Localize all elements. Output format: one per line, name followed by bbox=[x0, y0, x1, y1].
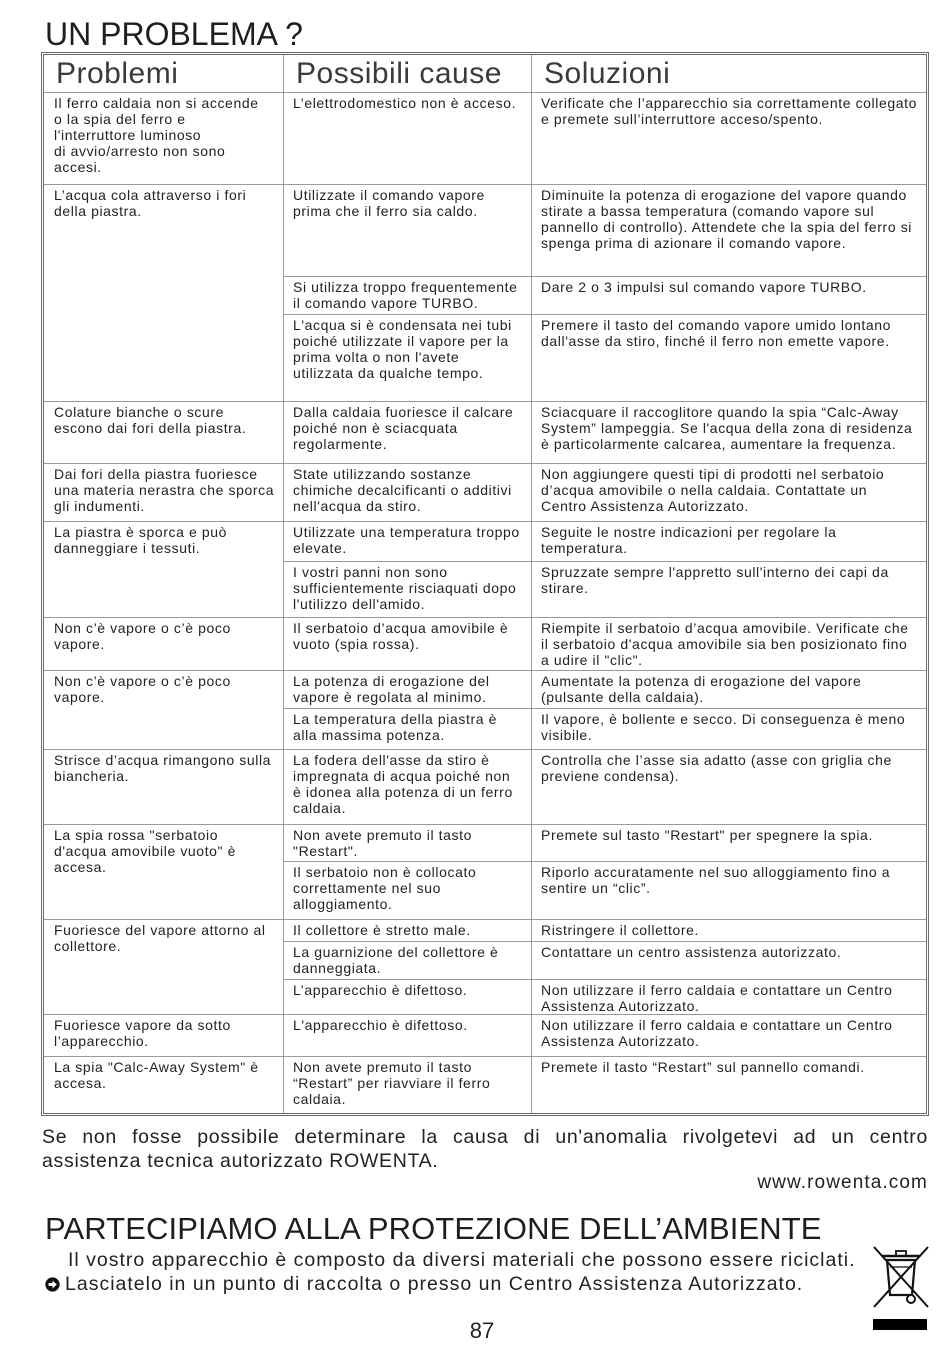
solution-cell-5a: Seguite le nostre indicazioni per regolare la temperatura. bbox=[532, 522, 926, 562]
contact-note-line-1: Se non fosse possibile determinare la causa di un'anomalia rivolgetevi ad un centro bbox=[42, 1126, 928, 1148]
website-url: www.rowenta.com bbox=[757, 1172, 928, 1193]
problem-cell-8: Strisce d’acqua rimangono sulla biancheria. bbox=[44, 750, 284, 825]
cause-cell-2a: Utilizzate il comando vapore prima che il ferro sia caldo. bbox=[284, 185, 532, 277]
solution-cell-2c: Premere il tasto del comando vapore umido lontano dall'asse da stiro, finché il ferro non emette vapore. bbox=[532, 315, 926, 402]
page-number: 87 bbox=[469, 1318, 495, 1343]
problem-cell-12: La spia "Calc-Away System" è accesa. bbox=[44, 1057, 284, 1113]
problem-cell-1: Il ferro caldaia non si accende o la spia del ferro e l'interruttore luminoso di avvio/arresto non sono accesi. bbox=[44, 93, 284, 185]
solution-cell-7b: Il vapore, è bollente e secco. Di conseguenza è meno visibile. bbox=[532, 709, 926, 750]
cause-cell-9a: Non avete premuto il tasto "Restart". bbox=[284, 825, 532, 862]
problem-cell-7: Non c’è vapore o c’è poco vapore. bbox=[44, 671, 284, 750]
solution-cell-7a: Aumentate la potenza di erogazione del vapore (pulsante della caldaia). bbox=[532, 671, 926, 709]
problem-cell-3: Colature bianche o scure escono dai fori della piastra. bbox=[44, 402, 284, 464]
problem-cell-6: Non c’è vapore o c’è poco vapore. bbox=[44, 618, 284, 671]
environment-instruction: Lasciatelo in un punto di raccolta o presso un Centro Assistenza Autorizzato. bbox=[65, 1273, 804, 1295]
solution-cell-6: Riempite il serbatoio d’acqua amovibile. Verificate che il serbatoio d'acqua amovibile sia ben posizionato fino a udire il "clic". bbox=[532, 618, 926, 671]
solution-cell-1: Verificate che l’apparecchio sia correttamente collegato e premete sull’interruttore acceso/spento. bbox=[532, 93, 926, 185]
solution-cell-10b: Contattare un centro assistenza autorizzato. bbox=[532, 942, 926, 980]
cause-cell-10b: La guarnizione del collettore è danneggiata. bbox=[284, 942, 532, 980]
cause-cell-9b: Il serbatoio non è collocato correttamente nel suo alloggiamento. bbox=[284, 862, 532, 920]
cause-cell-7b: La temperatura della piastra è alla massima potenza. bbox=[284, 709, 532, 750]
environment-heading: PARTECIPIAMO ALLA PROTEZIONE DELL’AMBIENTE bbox=[45, 1211, 822, 1246]
cause-cell-1: L’elettrodomestico non è acceso. bbox=[284, 93, 532, 185]
cause-cell-5b: I vostri panni non sono sufficientemente risciaquati dopo l'utilizzo dell'amido. bbox=[284, 562, 532, 618]
solution-cell-10a: Ristringere il collettore. bbox=[532, 920, 926, 942]
solution-cell-2b: Dare 2 o 3 impulsi sul comando vapore TURBO. bbox=[532, 277, 926, 315]
cause-cell-2c: L'acqua si è condensata nei tubi poiché utilizzate il vapore per la prima volta o non l'avete utilizzata da qualche tempo. bbox=[284, 315, 532, 402]
problem-cell-5: La piastra è sporca e può danneggiare i tessuti. bbox=[44, 522, 284, 618]
page-title: UN PROBLEMA ? bbox=[45, 16, 303, 52]
column-header-problems: Problemi bbox=[44, 55, 284, 93]
solution-cell-9a: Premete sul tasto "Restart" per spegnere la spia. bbox=[532, 825, 926, 862]
cause-cell-4: State utilizzando sostanze chimiche decalcificanti o additivi nell'acqua da stiro. bbox=[284, 464, 532, 522]
cause-cell-12: Non avete premuto il tasto “Restart” per riavviare il ferro caldaia. bbox=[284, 1057, 532, 1113]
cause-cell-10a: Il collettore è stretto male. bbox=[284, 920, 532, 942]
problem-cell-10: Fuoriesce del vapore attorno al collettore. bbox=[44, 920, 284, 1015]
cause-cell-7a: La potenza di erogazione del vapore è regolata al minimo. bbox=[284, 671, 532, 709]
solution-cell-4: Non aggiungere questi tipi di prodotti nel serbatoio d’acqua amovibile o nella caldaia. Contattate un Centro Assistenza Autorizzato. bbox=[532, 464, 926, 522]
cause-cell-3: Dalla caldaia fuoriesce il calcare poiché non è sciacquata regolarmente. bbox=[284, 402, 532, 464]
problem-cell-9: La spia rossa "serbatoio d'acqua amovibile vuoto" è accesa. bbox=[44, 825, 284, 920]
problem-cell-11: Fuoriesce vapore da sotto l’apparecchio. bbox=[44, 1015, 284, 1057]
solution-cell-12: Premete il tasto “Restart” sul pannello comandi. bbox=[541, 1059, 865, 1075]
solution-cell-10c: Non utilizzare il ferro caldaia e contattare un Centro Assistenza Autorizzato. bbox=[532, 980, 926, 1015]
column-header-solutions: Soluzioni bbox=[532, 55, 926, 93]
solution-cell-9b: Riporlo accuratamente nel suo alloggiamento fino a sentire un “clic”. bbox=[532, 862, 926, 920]
solution-cell-3: Sciacquare il raccoglitore quando la spia “Calc-Away System” lampeggia. Se l'acqua della zona di residenza è particolarmente calcarea, aumentare la frequenza. bbox=[532, 402, 926, 464]
environment-text: Il vostro apparecchio è composto da diversi materiali che possono essere riciclati. bbox=[68, 1249, 856, 1271]
contact-note-line-2: assistenza tecnica autorizzato ROWENTA. bbox=[42, 1150, 439, 1172]
problem-cell-4: Dai fori della piastra fuoriesce una materia nerastra che sporca gli indumenti. bbox=[44, 464, 284, 522]
cause-cell-6: Il serbatoio d’acqua amovibile è vuoto (spia rossa). bbox=[284, 618, 532, 671]
solution-cell-8: Controlla che l’asse sia adatto (asse con griglia che previene condensa). bbox=[532, 750, 926, 825]
column-header-causes: Possibili cause bbox=[284, 55, 532, 93]
solution-cell-11: Non utilizzare il ferro caldaia e contattare un Centro Assistenza Autorizzato. bbox=[532, 1015, 926, 1057]
troubleshooting-table bbox=[41, 52, 929, 1116]
cause-cell-11: L'apparecchio è difettoso. bbox=[284, 1015, 532, 1057]
cause-cell-2b: Si utilizza troppo frequentemente il comando vapore TURBO. bbox=[284, 277, 532, 315]
arrow-bullet-icon bbox=[45, 1277, 60, 1292]
crossed-out-bin-icon bbox=[868, 1243, 932, 1333]
solution-cell-5b: Spruzzate sempre l'appretto sull'interno dei capi da stirare. bbox=[532, 562, 926, 618]
solution-cell-2a: Diminuite la potenza di erogazione del vapore quando stirate a bassa temperatura (comando vapore sul pannello di controllo). Attendete che la spia del ferro si spenga prima di azionare il comando vapore. bbox=[532, 185, 926, 277]
problem-cell-2: L’acqua cola attraverso i fori della piastra. bbox=[44, 185, 284, 402]
cause-cell-8: La fodera dell'asse da stiro è impregnata di acqua poiché non è idonea alla potenza di un ferro caldaia. bbox=[284, 750, 532, 825]
cause-cell-5a: Utilizzate una temperatura troppo elevate. bbox=[284, 522, 532, 562]
cause-cell-10c: L’apparecchio è difettoso. bbox=[284, 980, 532, 1015]
